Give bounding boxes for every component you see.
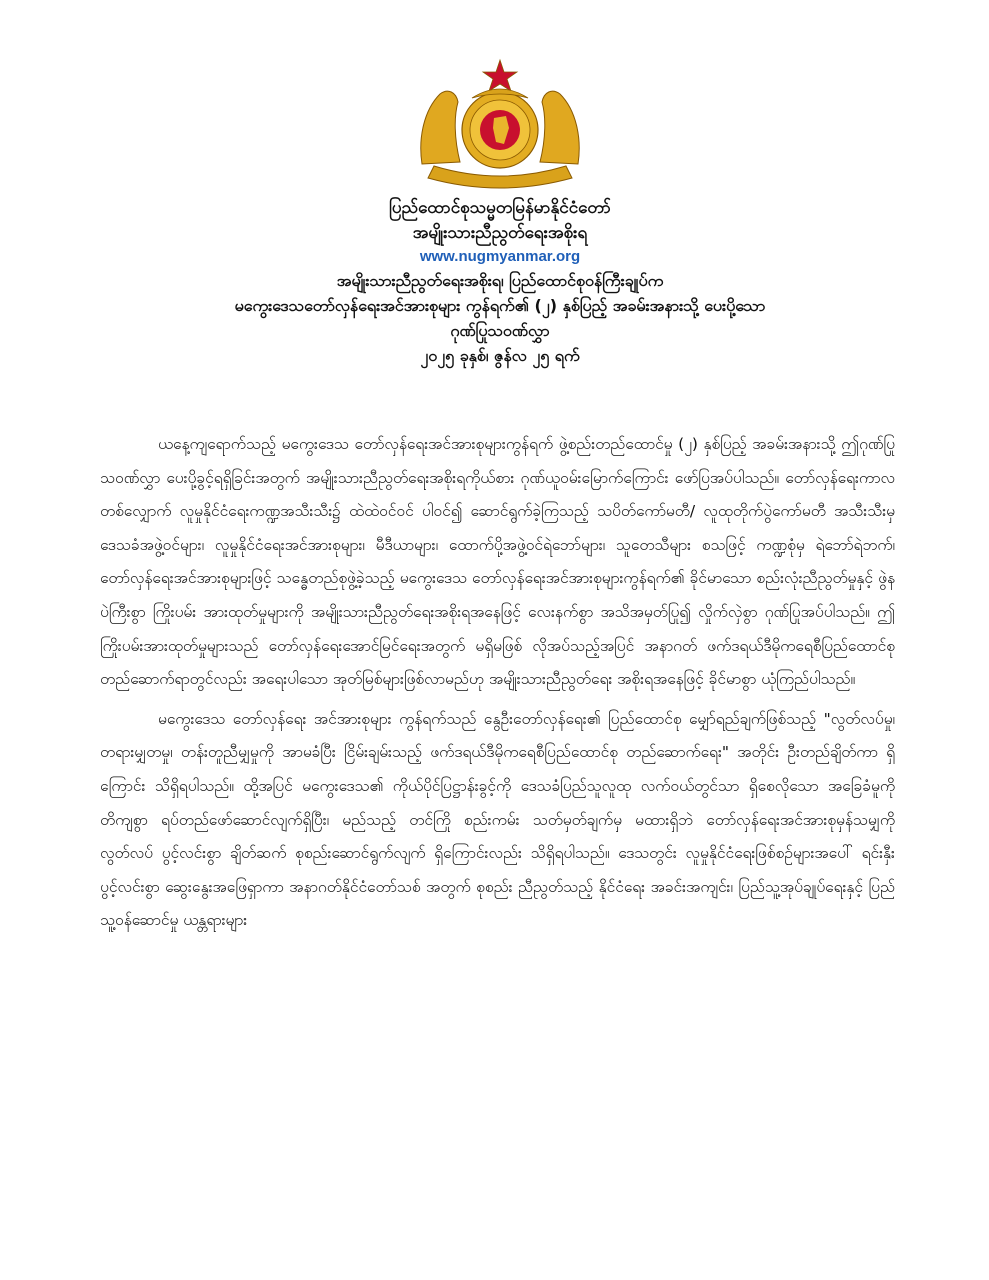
paragraph-2: မကွေးဒေသ တော်လှန်ရေး အင်အားစုများ ကွန်ရက်သည် နွေဦးတော်လှန်ရေး၏ ပြည်ထောင်စု မျှော်ရည်ချက်ဖြစ်သည့် "လွတ်လပ်မှု၊ တရားမျှတမှု၊ တန်းတူညီမျှမှုကို အာမခံပြီး ငြိမ်းချမ်းသည့် ဖက်ဒရယ်ဒီမိုကရေစီပြည်ထောင်စု တည်ဆောက်ရေး" အတိုင်း ဦးတည်ချိတ်ကာ ရှိကြောင်း သိရှိရပါသည်။ ထို့အပြင် မကွေးဒေသ၏ ကိုယ်ပိုင်ပြဋ္ဌာန်းခွင့်ကို ဒေသခံပြည်သူလူထု လက်ဝယ်တွင်သာ ရှိစေလိုသော အခြေခံမူကို တိကျစွာ ရပ်တည်ဖော်ဆောင်လျက်ရှိပြီး၊ မည်သည့် တင်ကြို စည်းကမ်း သတ်မှတ်ချက်မှ မထားရှိဘဲ တော်လှန်ရေးအင်အားစုမှန်သမျှကို လွတ်လပ် ပွင့်လင်းစွာ ချိတ်ဆက် စုစည်းဆောင်ရွက်လျက် ရှိကြောင်းလည်း သိရှိရပါသည်။ ဒေသတွင်း လူမှုနိုင်ငံရေးဖြစ်စဉ်များအပေါ် ရင်းနှီးပွင့်လင်းစွာ ဆွေးနွေးအဖြေရှာကာ အနာဂတ်နိုင်ငံတော်သစ် အတွက် စုစည်း ညီညွတ်သည့် နိုင်ငံရေး အခင်းအကျင်း၊ ပြည်သူ့အုပ်ချုပ်ရေးနှင့် ပြည်သူ့ဝန်ဆောင်မှု ယန္တရားများ: [100, 709, 895, 930]
paragraph-1: ယနေ့ကျရောက်သည့် မကွေးဒေသ တော်လှန်ရေးအင်အားစုများကွန်ရက် ဖွဲ့စည်းတည်ထောင်မှု (၂) နှစ်ပြည့် အခမ်းအနားသို့ ဤဂုဏ်ပြုသဝဏ်လွှာ ပေးပို့ခွင့်ရရှိခြင်းအတွက် အမျိုးသားညီညွတ်ရေးအစိုးရကိုယ်စား ဂုဏ်ယူဝမ်းမြောက်ကြောင်း ဖော်ပြအပ်ပါသည်။ တော်လှန်ရေးကာလတစ်လျှောက် လူမှုနိုင်ငံရေးကဏ္ဍအသီးသီး၌ ထဲထဲဝင်ဝင် ပါဝင်၍ ဆောင်ရွက်ခဲ့ကြသည့် သပိတ်ကော်မတီ/ လူထုတိုက်ပွဲကော်မတီ အသီးသီးမှ ဒေသခံအဖွဲ့ဝင်များ၊ လူမှုနိုင်ငံရေးအင်အားစုများ၊ မီဒီယာများ၊ ထောက်ပို့အဖွဲ့ဝင်ရဲဘော်များ၊ သူတေသီများ စသဖြင့် ကဏ္ဍစုံမှ ရဲဘော်ရဲဘက်၊ တော်လှန်ရေးအင်အားစုများဖြင့် သန္ဓေတည်စုဖွဲ့ခဲ့သည့် မကွေးဒေသ တော်လှန်ရေးအင်အားစုများကွန်ရက်၏ ခိုင်မာသော စည်းလုံးညီညွတ်မှုနှင့် ဖွဲနပဲကြီးစွာ ကြိုးပမ်း အားထုတ်မှုများကို အမျိုးသားညီညွတ်ရေးအစိုးရအနေဖြင့် လေးနက်စွာ အသိအမှတ်ပြု၍ လှိုက်လှဲစွာ ဂုဏ်ပြုအပ်ပါသည်။ ဤကြိုးပမ်းအားထုတ်မှုများသည် တော်လှန်ရေးအောင်မြင်ရေးအတွက် မရှိမဖြစ် လိုအပ်သည့်အပြင် အနာဂတ် ဖက်ဒရယ်ဒီမိုကရေစီပြည်ထောင်စု တည်ဆောက်ရာတွင်လည်း အရေးပါသော အုတ်မြစ်များဖြစ်လာမည်ဟု အမျိုးသားညီညွတ်ရေး အစိုးရအနေဖြင့် ခိုင်မာစွာ ယုံကြည်ပါသည်။: [100, 435, 895, 689]
document-title-line3: ဂုဏ်ပြုသဝဏ်လွှာ: [450, 321, 550, 340]
state-emblem-icon: [414, 58, 586, 190]
website-link[interactable]: www.nugmyanmar.org: [419, 248, 581, 265]
letterhead: [60, 196, 940, 368]
document-date: ၂၀၂၅ ခုနှစ်၊ ဇွန်လ ၂၅ ရက်: [420, 346, 580, 365]
government-name: အမျိုးသားညီညွတ်ရေးအစိုးရ: [412, 223, 588, 243]
document-title-line2: မကွေးဒေသတော်လှန်ရေးအင်အားစုများ ကွန်ရက်၏ (၂) နှစ်ပြည့် အခမ်းအနားသို့ ပေးပို့သော: [234, 296, 766, 315]
document-title-line1: အမျိုးသားညီညွတ်ရေးအစိုးရ၊ ပြည်ထောင်စုဝန်ကြီးချုပ်က: [336, 271, 664, 290]
state-name: ပြည်ထောင်စုသမ္မတမြန်မာနိုင်ငံတော်: [389, 198, 611, 218]
letter-body: [100, 428, 895, 944]
